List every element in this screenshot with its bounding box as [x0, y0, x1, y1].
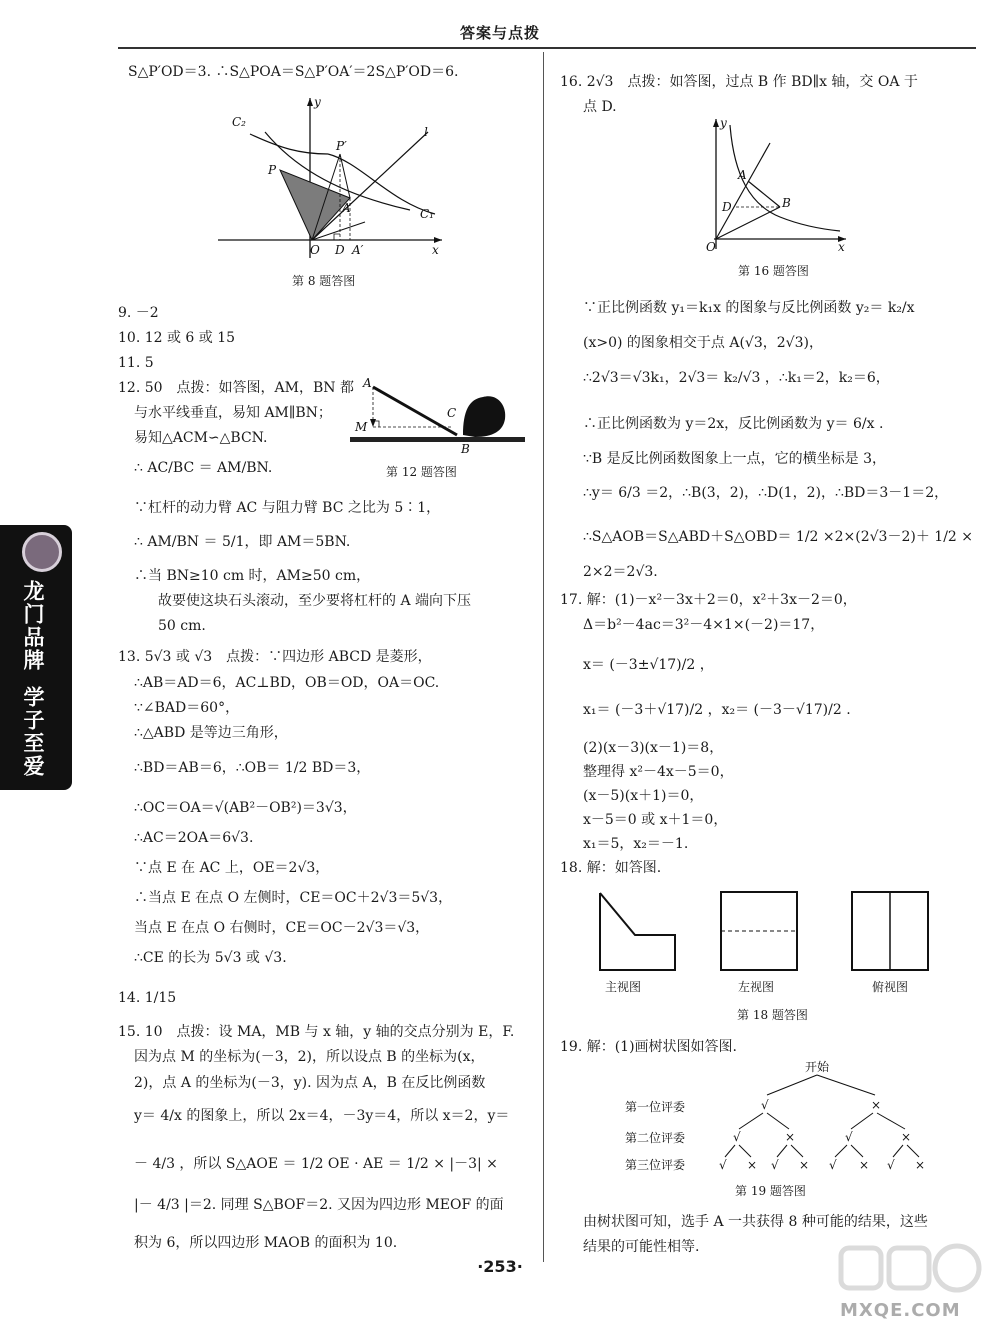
tree-node: × [901, 1130, 912, 1144]
text-line: 18. 解：如答图. [560, 860, 662, 876]
text-line: ∴ AC/BC ＝ AM/BN. [134, 460, 273, 476]
text-line: 与水平线垂直，易知 AM∥BN； [134, 405, 332, 421]
front-view-label: 主视图 [605, 980, 642, 994]
text-line: y＝ 4/x 的图象上，所以 2x＝4，－3y＝4，所以 x＝2，y＝ [134, 1108, 510, 1124]
text-line: ∴正比例函数为 y＝2x，反比例函数为 y＝ 6/x . [583, 416, 884, 432]
figure-16-graph [700, 115, 850, 255]
tree-node: × [871, 1098, 882, 1112]
text-line: ∴S△AOB＝S△ABD＋S△OBD＝ 1/2 ×2×(2√3－2)＋ 1/2 × [583, 529, 973, 545]
text-line: (2)(x－3)(x－1)＝8， [583, 740, 724, 756]
tree-root-label: 开始 [805, 1060, 830, 1074]
text-line: ∴当 BN≥10 cm 时，AM≥50 cm， [134, 568, 371, 584]
page-header-title: 答案与点拨 [459, 24, 540, 42]
tree-node: √ [719, 1158, 727, 1172]
text-line: S△P′OD＝3. ∴S△POA＝S△P′OA′＝2S△P′OD＝6. [128, 64, 459, 80]
text-line: 17. 解：(1)－x²－3x＋2＝0，x²＋3x－2＝0， [560, 592, 857, 608]
text-line: ∴AC＝2OA＝6√3. [134, 830, 254, 846]
text-line: 9. －2 [118, 305, 159, 321]
text-line: 点 D. [583, 99, 617, 115]
figure-19-caption: 第 19 题答图 [735, 1184, 806, 1198]
point-label: A [738, 168, 747, 182]
origin-label: O [706, 240, 716, 254]
top-view-label: 俯视图 [872, 980, 909, 994]
point-label: D [722, 200, 732, 214]
figure-18-caption: 第 18 题答图 [737, 1008, 808, 1022]
text-line: 50 cm. [158, 618, 206, 634]
text-line: 10. 12 或 6 或 15 [118, 330, 236, 346]
text-line: ∴△ABD 是等边三角形， [134, 725, 288, 741]
tree-node: √ [845, 1130, 853, 1144]
text-line: x₁＝5，x₂＝－1. [583, 836, 689, 852]
point-label: P′ [336, 139, 347, 153]
text-line: 19. 解：(1)画树状图如答图. [560, 1039, 737, 1055]
axis-y-label: y [314, 95, 321, 109]
tree-node: √ [733, 1130, 741, 1144]
point-label: A [363, 376, 372, 390]
axis-x-label: x [838, 240, 845, 254]
tree-node: × [915, 1158, 926, 1172]
page-number: ·253· [477, 1257, 523, 1276]
figure-12-lever [345, 375, 530, 453]
text-line: x＝ (－3±√17)/2 ， [583, 657, 714, 673]
text-line: 16. 2√3 点拨：如答图，过点 B 作 BD∥x 轴，交 OA 于 [560, 74, 918, 90]
text-line: ∵∠BAD＝60°， [134, 700, 240, 716]
column-divider [543, 52, 544, 1262]
text-line: ∵点 E 在 AC 上，OE＝2√3， [134, 860, 330, 876]
text-line: ∴OC＝OA＝√(AB²－OB²)＝3√3， [134, 800, 357, 816]
text-line: (x－5)(x＋1)＝0， [583, 788, 704, 804]
point-label: B [461, 442, 470, 453]
tree-row-label: 第一位评委 [625, 1100, 686, 1114]
curve-label: C₂ [232, 115, 246, 129]
side-view-label: 左视图 [738, 980, 775, 994]
text-line: 积为 6，所以四边形 MAOB 的面积为 10. [134, 1235, 398, 1251]
tree-node: √ [887, 1158, 895, 1172]
text-line: ∵B 是反比例函数图象上一点，它的横坐标是 3， [583, 451, 887, 467]
tree-row-label: 第二位评委 [625, 1131, 686, 1145]
text-line: 14. 1/15 [118, 990, 177, 1006]
figure-18-views [590, 885, 930, 980]
text-line: |－ 4/3 |＝2. 同理 S△BOF＝2. 又因为四边形 MEOF 的面 [134, 1197, 504, 1213]
figure-8-caption: 第 8 题答图 [292, 274, 356, 288]
point-label: M [355, 420, 368, 434]
point-label: B [782, 196, 791, 210]
point-label: D [335, 243, 345, 257]
text-line: (x>0) 的图象相交于点 A(√3，2√3)， [583, 335, 823, 351]
text-line: ∵正比例函数 y₁＝k₁x 的图象与反比例函数 y₂＝ k₂/x [583, 300, 915, 316]
figure-19-tree [625, 1055, 935, 1177]
text-line: x₁＝ (－3＋√17)/2 ，x₂＝ (－3－√17)/2 . [583, 702, 851, 718]
header-rule [118, 47, 976, 49]
point-label: P [268, 163, 277, 177]
text-line: 11. 5 [118, 355, 154, 371]
point-label: A′ [352, 243, 364, 257]
text-line: 故要使这块石头滚动，至少要将杠杆的 A 端向下压 [158, 593, 472, 609]
text-line: 由树状图可知，选手 A 一共获得 8 种可能的结果，这些 [583, 1214, 928, 1230]
tree-node: √ [761, 1098, 769, 1112]
side-tab-text-2: 学子至爱 [21, 686, 45, 778]
watermark-text: MXQE.COM [840, 1300, 961, 1321]
text-line: 因为点 M 的坐标为(－3，2)，所以设点 B 的坐标为(x， [134, 1049, 485, 1065]
origin-label: O [310, 243, 320, 257]
text-line: ∴CE 的长为 5√3 或 √3. [134, 950, 287, 966]
line-label: l [424, 125, 428, 139]
point-label: C [447, 406, 457, 420]
point-label: A [342, 201, 351, 215]
text-line: ∴AB＝AD＝6，AC⊥BD，OB＝OD，OA＝OC. [134, 675, 440, 691]
curve-label: C₁ [420, 207, 434, 221]
side-tab-text-1: 龙门品牌 [21, 580, 45, 672]
figure-12-caption: 第 12 题答图 [386, 465, 457, 479]
tree-node: × [799, 1158, 810, 1172]
text-line: 12. 50 点拨：如答图，AM，BN 都 [118, 380, 354, 396]
text-line: 2)，点 A 的坐标为(－3，y). 因为点 A，B 在反比例函数 [134, 1075, 486, 1091]
tree-row-label: 第三位评委 [625, 1158, 686, 1172]
text-line: ∴当点 E 在点 O 左侧时，CE＝OC＋2√3＝5√3， [134, 890, 453, 906]
text-line: － 4/3 ，所以 S△AOE ＝ 1/2 OE · AE ＝ 1/2 × |－3| × [134, 1156, 498, 1172]
text-line: ∴y＝ 6/3 ＝2，∴B(3，2)，∴D(1，2)，∴BD＝3－1＝2， [583, 485, 949, 501]
text-line: ∴2√3＝√3k₁，2√3＝ k₂/√3 ，∴k₁＝2，k₂＝6， [583, 370, 890, 386]
text-line: ∵杠杆的动力臂 AC 与阻力臂 BC 之比为 5∶1， [134, 500, 441, 516]
axis-y-label: y [720, 116, 727, 130]
axis-x-label: x [432, 243, 439, 257]
tree-node: √ [771, 1158, 779, 1172]
text-line: 当点 E 在点 O 右侧时，CE＝OC－2√3＝√3， [134, 920, 430, 936]
text-line: ∴ AM/BN ＝ 5/1，即 AM＝5BN. [134, 534, 351, 550]
text-line: 整理得 x²－4x－5＝0， [583, 764, 734, 780]
brand-badge-icon [22, 532, 62, 572]
figure-8-graph [210, 92, 450, 262]
figure-16-caption: 第 16 题答图 [738, 264, 809, 278]
tree-node: √ [829, 1158, 837, 1172]
tree-node: × [785, 1130, 796, 1144]
text-line: 2×2＝2√3. [583, 564, 658, 580]
text-line: Δ＝b²－4ac＝3²－4×1×(－2)＝17， [583, 617, 825, 633]
text-line: 15. 10 点拨：设 MA，MB 与 x 轴，y 轴的交点分别为 E，F. [118, 1024, 515, 1040]
text-line: 13. 5√3 或 √3 点拨：∵四边形 ABCD 是菱形， [118, 649, 432, 665]
tree-node: × [747, 1158, 758, 1172]
text-line: 结果的可能性相等. [583, 1239, 700, 1255]
text-line: 易知△ACM∽△BCN. [134, 430, 268, 446]
text-line: ∴BD＝AB＝6，∴OB＝ 1/2 BD＝3， [134, 760, 371, 776]
text-line: x－5＝0 或 x＋1＝0， [583, 812, 728, 828]
tree-node: × [859, 1158, 870, 1172]
